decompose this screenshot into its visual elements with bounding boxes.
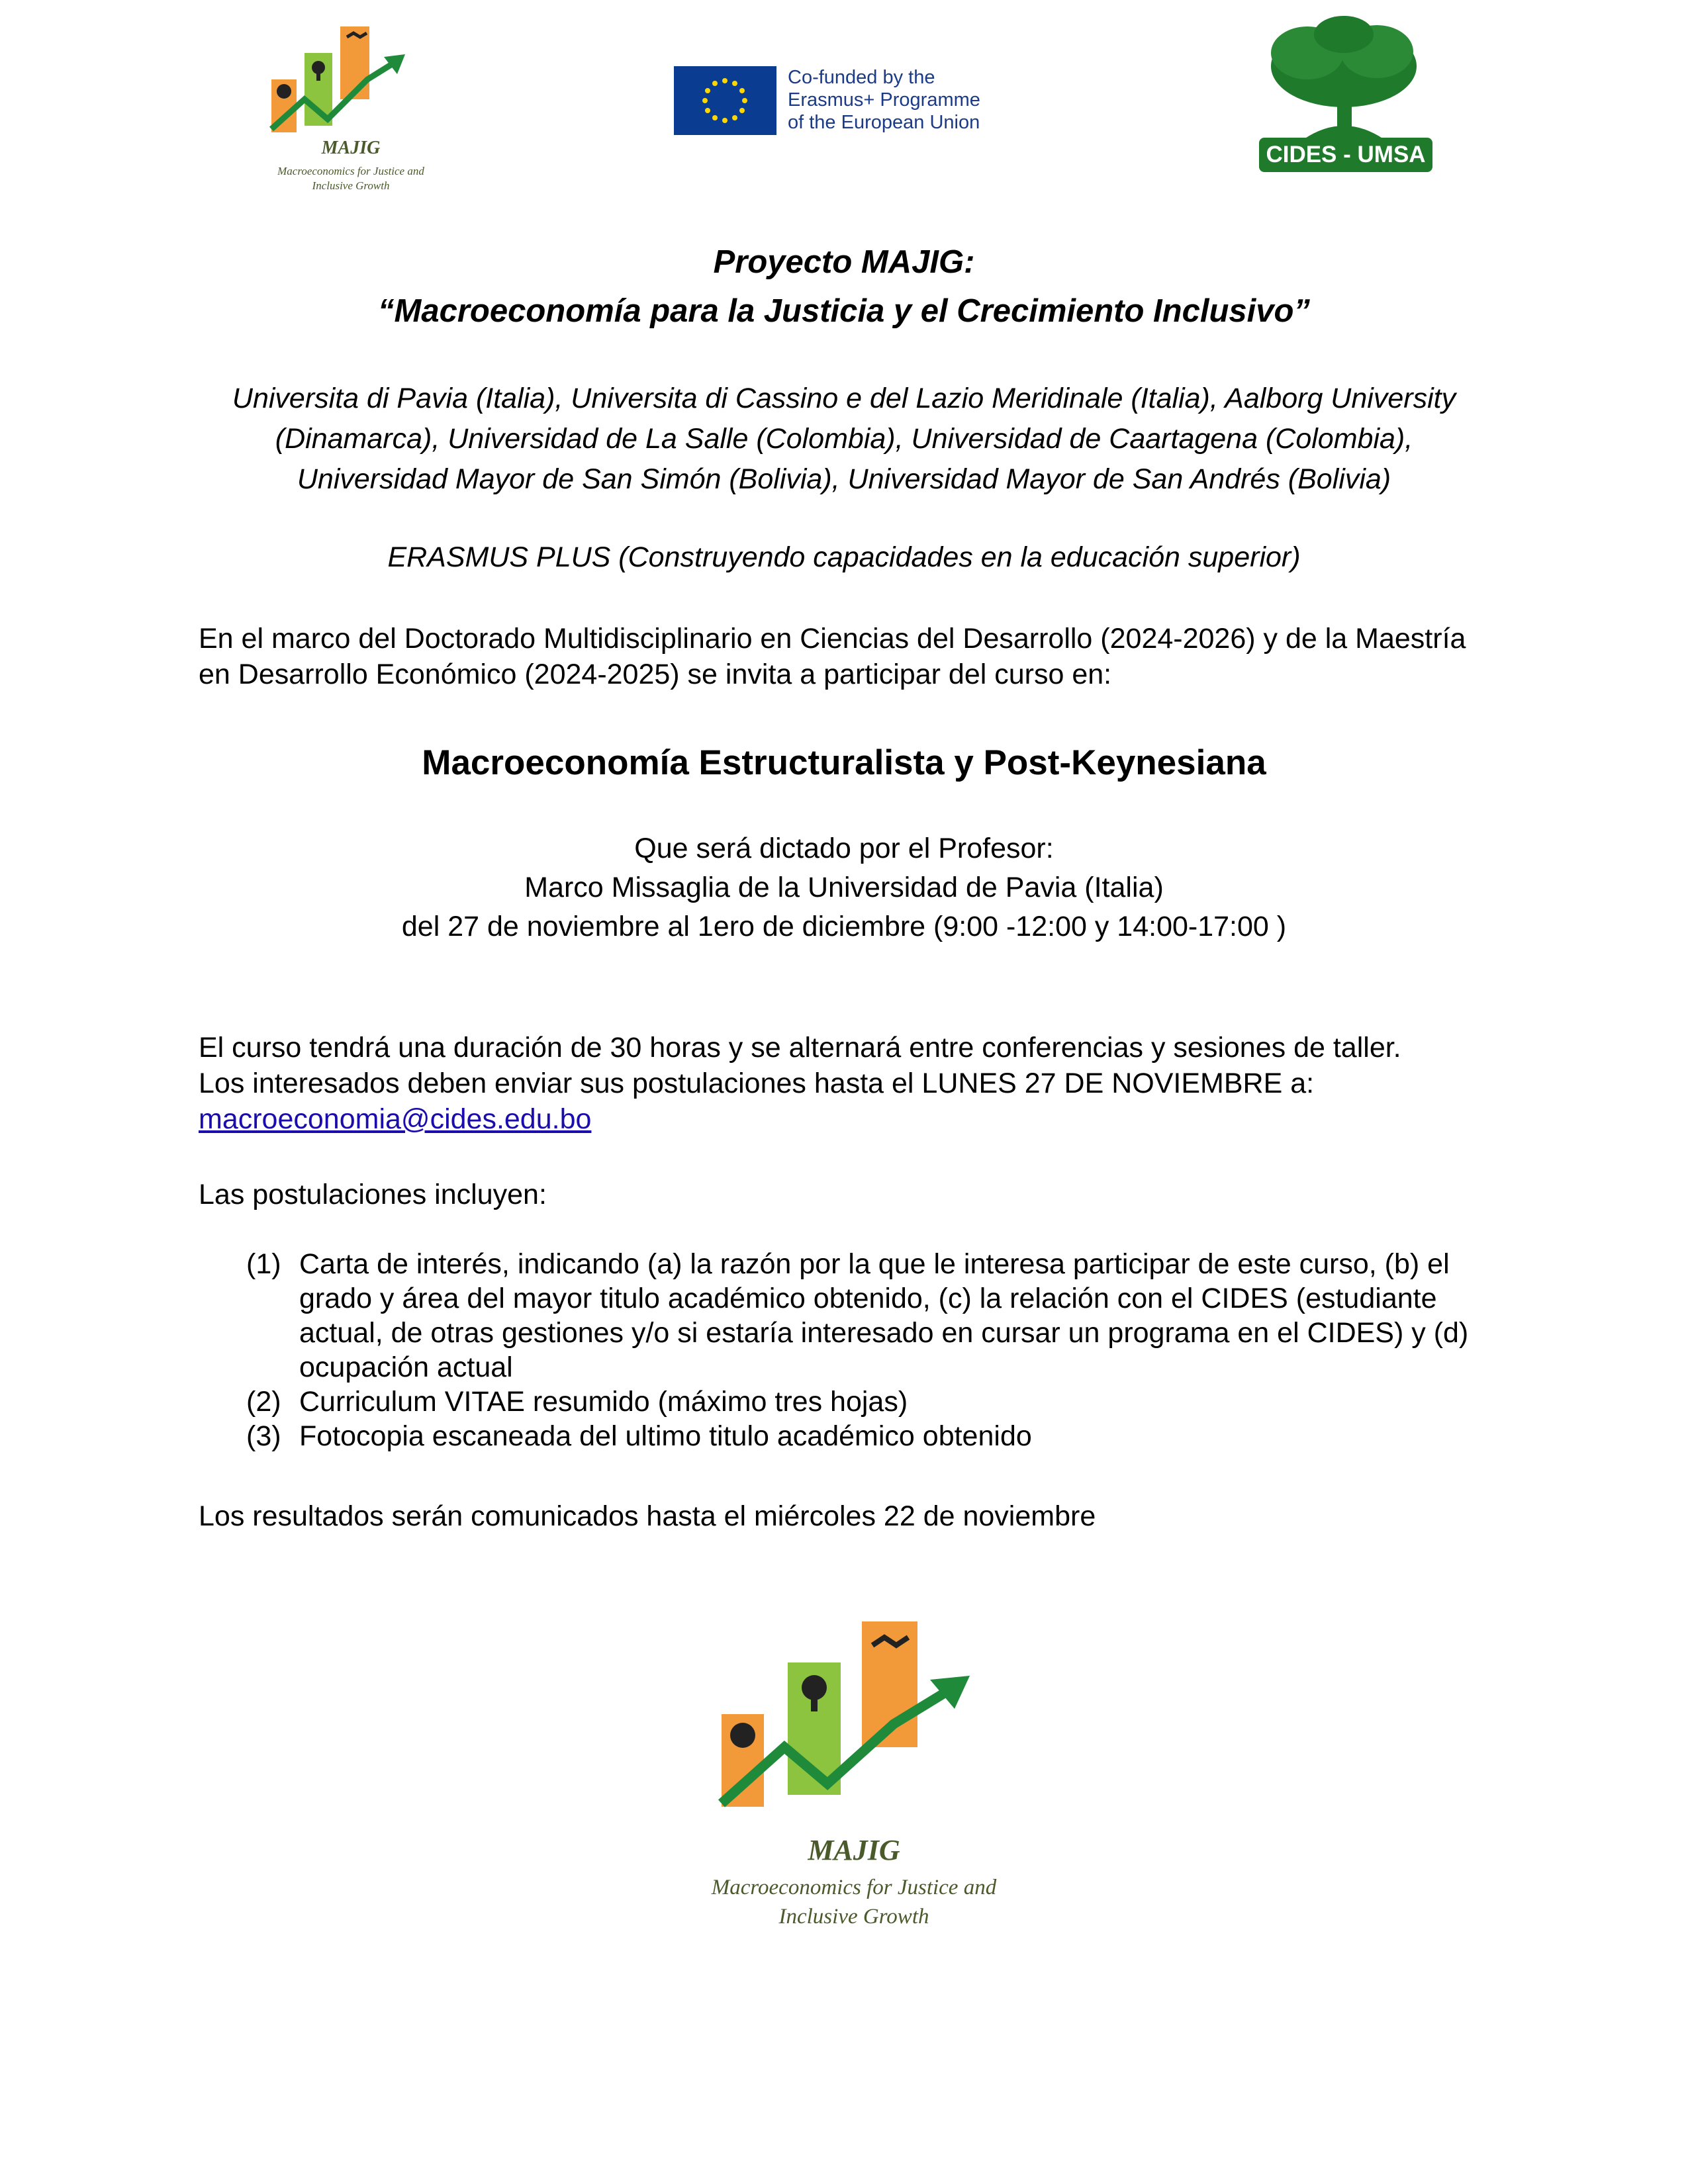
partner-universities: Universita di Pavia (Italia), Universita di Cassino e del Lazio Meridinale (Italia), Aalborg University (Dinamarca), Universidad de La Salle (Colombia), Universidad de Caartagena (Colombia), Universidad Mayor de San Simón (Bolivia), Universidad Mayor de San Andrés (Bolivia) xyxy=(232,383,1456,495)
majig-tagline-line-2: Inclusive Growth xyxy=(778,1905,929,1929)
eu-flag-icon xyxy=(674,66,776,135)
results-notice: Los resultados serán comunicados hasta el miércoles 22 de noviembre xyxy=(199,1500,1096,1532)
majig-name: MAJIG xyxy=(808,1834,900,1866)
course-title: Macroeconomía Estructuralista y Post-Keynesiana xyxy=(422,743,1266,782)
majig-logo-footer xyxy=(669,1615,1039,1946)
erasmus-line: ERASMUS PLUS (Construyendo capacidades en la educación superior) xyxy=(387,541,1301,573)
eu-caption xyxy=(788,66,1000,134)
list-item xyxy=(246,1385,1477,1419)
list-item-number: (1) xyxy=(246,1248,281,1280)
majig-bars-arrow-icon xyxy=(252,13,450,159)
list-item xyxy=(246,1247,1477,1385)
list-item-text: Curriculum VITAE resumido (máximo tres hojas) xyxy=(299,1386,908,1418)
eu-caption-line-3: of the European Union xyxy=(788,112,980,133)
intro-paragraph: En el marco del Doctorado Multidisciplinario en Ciencias del Desarrollo (2024-2026) y de la Maestría en Desarrollo Económico (2024-2025) se invita a participar del curso en: xyxy=(199,623,1466,690)
list-item xyxy=(246,1419,1477,1453)
project-subtitle: “Macroeconomía para la Justicia y el Crecimiento Inclusivo” xyxy=(378,293,1310,329)
list-item-number: (3) xyxy=(246,1420,281,1452)
majig-bars-arrow-icon xyxy=(669,1615,1039,1827)
course-lecturer-label: Que será dictado por el Profesor: xyxy=(634,833,1054,864)
deadline-text: Los interesados deben enviar sus postulaciones hasta el LUNES 27 DE NOVIEMBRE a: xyxy=(199,1068,1315,1099)
tree-icon xyxy=(1244,13,1443,146)
eu-caption-line-2: Erasmus+ Programme xyxy=(788,89,980,111)
list-item-number: (2) xyxy=(246,1386,281,1418)
applications-intro: Las postulaciones incluyen: xyxy=(199,1179,547,1210)
list-item-text: Fotocopia escaneada del ultimo titulo académico obtenido xyxy=(299,1420,1032,1452)
project-title: Proyecto MAJIG: xyxy=(713,244,975,280)
majig-tagline xyxy=(669,1873,1039,1931)
course-details xyxy=(199,1030,1496,1137)
eu-erasmus-logo xyxy=(674,66,998,136)
duration-text: El curso tendrá una duración de 30 horas y se alternará entre conferencias y sesiones de taller. xyxy=(199,1032,1401,1064)
email-link[interactable]: macroeconomia@cides.edu.bo xyxy=(199,1103,592,1135)
course-dates: del 27 de noviembre al 1ero de diciembre (9:00 -12:00 y 14:00-17:00 ) xyxy=(401,911,1287,942)
course-lecturer: Marco Missaglia de la Universidad de Pavia (Italia) xyxy=(524,872,1164,903)
eu-caption-line-1: Co-funded by the xyxy=(788,67,935,88)
list-item-text: Carta de interés, indicando (a) la razón por la que le interesa participar de este curso, (b) el grado y área del mayor titulo académico obtenido, (c) la relación con el CIDES (estudiante actual, de otras gestiones y/o si estaría interesado en cursar un programa en el CIDES) y (d) ocupación actual xyxy=(299,1248,1469,1383)
cides-umsa-logo xyxy=(1244,13,1443,179)
majig-tagline-line-1: Macroeconomics for Justice and xyxy=(711,1876,997,1899)
majig-tagline-line-2: Inclusive Growth xyxy=(312,179,390,192)
majig-name: MAJIG xyxy=(321,138,381,158)
majig-logo-header xyxy=(252,13,450,199)
majig-tagline xyxy=(252,164,450,193)
cides-badge: CIDES - UMSA xyxy=(1259,138,1432,172)
requirements-list xyxy=(246,1247,1477,1453)
majig-tagline-line-1: Macroeconomics for Justice and xyxy=(277,165,424,177)
